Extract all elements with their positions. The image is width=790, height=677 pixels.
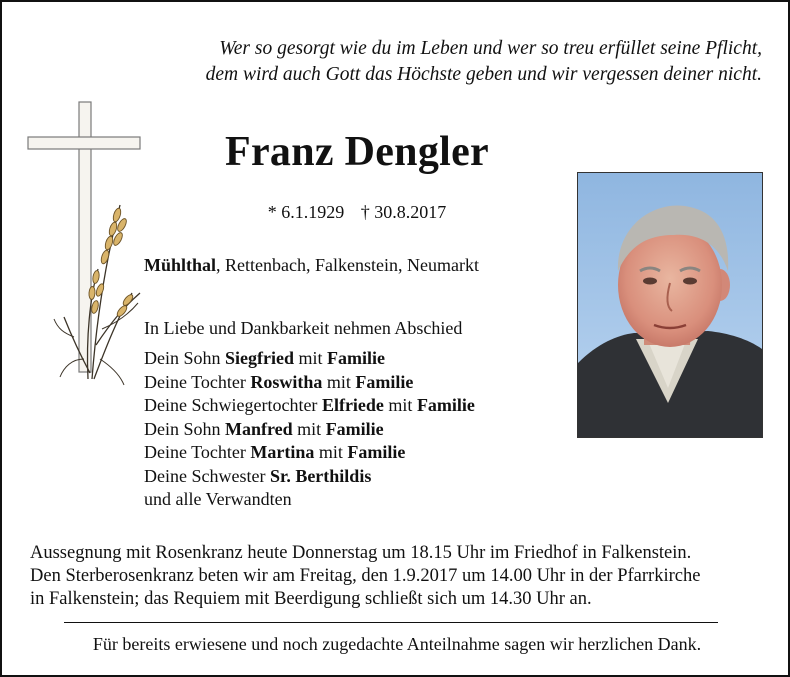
mourner-family: Familie — [416, 395, 475, 415]
mourner-family: Familie — [347, 442, 406, 462]
mourner-relation: Deine Tochter — [144, 442, 251, 462]
motto-verse — [122, 36, 762, 88]
cross-with-wheat-icon — [24, 97, 146, 397]
death-date: † 30.8.2017 — [360, 202, 447, 222]
hometowns-rest: , Rettenbach, Falkenstein, Neumarkt — [216, 255, 479, 275]
mourner-family: Familie — [327, 348, 385, 368]
mourner-relation: Dein Sohn — [144, 418, 225, 439]
mourner-line — [144, 347, 475, 371]
mourner-name: Martina — [250, 442, 315, 462]
service-information — [30, 542, 770, 611]
hometowns — [144, 255, 479, 276]
mourners-list — [144, 347, 475, 512]
mourner-relation: Dein Sohn — [144, 348, 225, 368]
mourner-name: Elfriede — [321, 395, 384, 415]
portrait-photo — [577, 172, 763, 438]
mourner-joiner: mit — [383, 395, 417, 415]
life-dates — [152, 202, 562, 223]
mourner-name: Manfred — [225, 418, 293, 439]
birth-date: * 6.1.1929 — [267, 202, 345, 222]
mourner-relation: Deine Schwester — [144, 465, 270, 486]
deceased-name: Franz Dengler — [225, 129, 489, 175]
mourner-relation: Deine Schwiegertochter — [144, 395, 322, 415]
mourner-name: Siegfried — [225, 348, 294, 368]
mourner-line — [144, 418, 475, 442]
mourner-family: Familie — [355, 371, 414, 392]
farewell-intro: In Liebe und Dankbarkeit nehmen Abschied — [144, 318, 463, 338]
service-line-1: Aussegnung mit Rosenkranz heute Donnerstag um 18.15 Uhr im Friedhof in Falkenstein. — [30, 543, 692, 563]
divider-line — [64, 622, 718, 623]
mourner-relation: Deine Tochter — [144, 371, 251, 392]
service-line-3: in Falkenstein; das Requiem mit Beerdigung schließt sich um 14.30 Uhr an. — [30, 589, 592, 609]
mourner-joiner: mit — [314, 442, 348, 462]
mourner-joiner: mit — [292, 418, 326, 439]
service-line-2: Den Sterberosenkranz beten wir am Freitag, den 1.9.2017 um 14.00 Uhr in der Pfarrkirche — [30, 566, 701, 586]
mourner-family: Familie — [325, 418, 384, 439]
hometown-main: Mühlthal — [144, 255, 217, 275]
mourner-joiner: mit — [322, 371, 356, 392]
mourner-joiner: mit — [294, 348, 328, 368]
mourner-name: Sr. Berthildis — [269, 465, 372, 486]
mourner-name: Roswitha — [250, 371, 323, 392]
mourners-closing: und alle Verwandten — [144, 489, 292, 509]
portrait-photo-image — [578, 173, 762, 437]
motto-line-2: dem wird auch Gott das Höchste geben und wir vergessen deiner nicht. — [205, 64, 762, 85]
mourner-line — [144, 371, 475, 395]
thanks-note: Für bereits erwiesene und noch zugedachte Anteilnahme sagen wir herzlichen Dank. — [92, 634, 702, 654]
mourner-line — [144, 394, 475, 418]
mourner-line — [144, 441, 475, 465]
mourner-line — [144, 465, 475, 489]
motto-line-1: Wer so gesorgt wie du im Leben und wer so treu erfüllet seine Pflicht, — [219, 38, 762, 59]
